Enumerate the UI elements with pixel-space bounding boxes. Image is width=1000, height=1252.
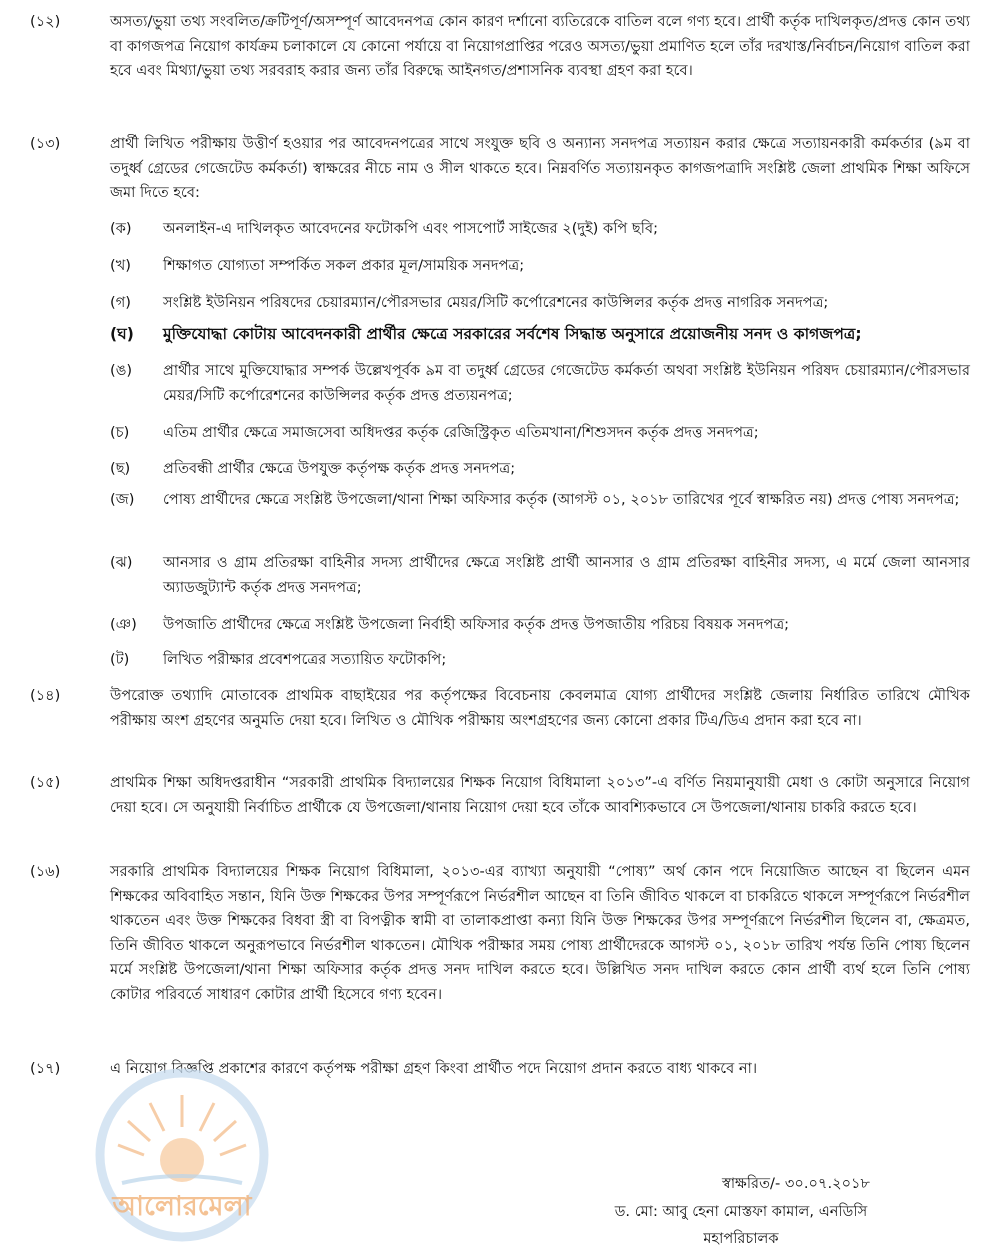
list-item-marker: (ক) (110, 220, 132, 237)
clause-text: অসত্য/ভুয়া তথ্য সংবলিত/ক্রটিপূর্ণ/অসম্পূর্ণ আবেদনপত্র কোন কারণ দর্শানো ব্যতিরেকে বাতিল বলে গণ্য হবে। প্রার্থী কর্তৃক দাখিলকৃত/প্রদত্ত কোন তথ্য বা কাগজপত্র নিয়োগ কার্যক্রম চলাকালে যে কোনো পর্যায়ে বা নিয়োগপ্রাপ্তির পরেও অসত্য/ভুয়া প্রমাণিত হলে তাঁর দরখাস্ত/নির্বাচন/নিয়োগ বাতিল করা হবে এবং মিথ্যা/ভুয়া তথ্য সরবরাহ করার জন্য তাঁর বিরুদ্ধে আইনগত/প্রশাসনিক ব্যবস্থা গ্রহণ করা হবে। (110, 13, 970, 80)
list-item-marker: (খ) (110, 257, 131, 274)
list-item-text: আনসার ও গ্রাম প্রতিরক্ষা বাহিনীর সদস্য প্রার্থীদের ক্ষেত্রে সংশ্লিষ্ট প্রার্থী আনসার ও গ্রাম প্রতিরক্ষা বাহিনীর সদস্য, এ মর্মে জেলা আনসার অ্যাডজুট্যান্ট কর্তৃক প্রদত্ত সনদপত্র; (163, 554, 970, 596)
clause-number: (১২) (30, 13, 61, 30)
list-item-text: এতিম প্রার্থীর ক্ষেত্রে সমাজসেবা অধিদপ্তর কর্তৃক রেজিস্ট্রিকৃত এতিমখানা/শিশুসদন কর্তৃক প্রদত্ত সনদপত্র; (163, 424, 759, 441)
list-item-text: উপজাতি প্রার্থীদের ক্ষেত্রে সংশ্লিষ্ট উপজেলা নির্বাহী অফিসার কর্তৃক প্রদত্ত উপজাতীয় পরিচয় বিষয়ক সনদপত্র; (163, 616, 790, 633)
list-item-marker: (জ) (110, 491, 135, 508)
list-item-marker: (ঘ) (110, 325, 134, 343)
clause-number: (১৩) (30, 135, 61, 152)
list-item-text: শিক্ষাগত যোগ্যতা সম্পর্কিত সকল প্রকার মূল/সাময়িক সনদপত্র; (163, 257, 525, 274)
list-item-text: অনলাইন-এ দাখিলকৃত আবেদনের ফটোকপি এবং পাসপোর্ট সাইজের ২(দুই) কপি ছবি; (163, 220, 658, 237)
list-item-marker: (ট) (110, 651, 130, 668)
list-item-text: মুক্তিযোদ্ধা কোটায় আবেদনকারী প্রার্থীর ক্ষেত্রে সরকারের সর্বশেষ সিদ্ধান্ত অনুসারে প্রয়োজনীয় সনদ ও কাগজপত্র; (163, 325, 862, 343)
list-item-marker: (ঝ) (110, 554, 133, 571)
logo-text: আলোরমেলা (112, 1191, 252, 1222)
clause-number: (১৪) (30, 687, 61, 704)
list-item-text: প্রার্থীর সাথে মুক্তিযোদ্ধার সম্পর্ক উল্লেখপূর্বক ৯ম বা তদুর্ধ্ব গ্রেডের গেজেটেড কর্মকর্তা অথবা সংশ্লিষ্ট ইউনিয়ন পরিষদ চেয়ারম্যান/পৌরসভার মেয়র/সিটি কর্পোরেশনের কাউন্সিলর কর্তৃক প্রদত্ত প্রত্যয়নপত্র; (163, 362, 970, 404)
signatory-name: ড. মো: আবু হেনা মোস্তফা কামাল, এনডিসি (614, 1202, 868, 1220)
clause-text: প্রার্থী লিখিত পরীক্ষায় উত্তীর্ণ হওয়ার পর আবেদনপত্রের সাথে সংযুক্ত ছবি ও অন্যান্য সনদপত্র সত্যায়ন করার ক্ষেত্রে সত্যায়নকারী কর্মকর্তার (৯ম বা তদুর্ধ্ব গ্রেডের গেজেটেড কর্মকর্তা) স্বাক্ষরের নীচে নাম ও সীল থাকতে হবে। নিম্নবর্ণিত সত্যায়নকৃত কাগজপত্রাদি সংশ্লিষ্ট জেলা প্রাথমিক শিক্ষা অফিসে জমা দিতে হবে: (110, 135, 970, 202)
list-item-marker: (ঞ) (110, 616, 137, 633)
list-item-text: সংশ্লিষ্ট ইউনিয়ন পরিষদের চেয়ারম্যান/পৌরসভার মেয়র/সিটি কর্পোরেশনের কাউন্সিলর কর্তৃক প্রদত্ত নাগরিক সনদপত্র; (163, 294, 829, 311)
signed-date: স্বাক্ষরিত/- ৩০.০৭.২০১৮ (721, 1175, 870, 1192)
clause-text: সরকারি প্রাথমিক বিদ্যালয়ের শিক্ষক নিয়োগ বিধিমালা, ২০১৩-এর ব্যাখ্যা অনুযায়ী “পোষ্য” অর্থ কোন পদে নিয়োজিত আছেন বা ছিলেন এমন শিক্ষকের অবিবাহিত সন্তান, যিনি উক্ত শিক্ষকের উপর সম্পূর্ণরূপে নির্ভরশীল আছেন বা তিনি জীবিত থাকলে বা চাকরিতে থাকলে সম্পূর্ণরূপে নির্ভরশীল থাকতেন এবং উক্ত শিক্ষকের বিধবা স্ত্রী বা বিপত্নীক স্বামী বা তালাকপ্রাপ্তা কন্যা যিনি উক্ত শিক্ষকের উপর সম্পূর্ণরূপে নির্ভরশীল ছিলেন বা, ক্ষেত্রমত, তিনি জীবিত থাকলে অনুরূপভাবে নির্ভরশীল থাকতেন। মৌখিক পরীক্ষার সময় পোষ্য প্রার্থীদেরকে আগস্ট ০১, ২০১৮ তারিখ পর্যন্ত তিনি পোষ্য ছিলেন মর্মে সংশ্লিষ্ট উপজেলা/থানা শিক্ষা অফিসার কর্তৃক প্রদত্ত সনদ দাখিল করতে হবে। উল্লিখিত সনদ দাখিল করতে কোন প্রার্থী ব্যর্থ হলে তিনি পোষ্য কোটার পরিবর্তে সাধারণ কোটার প্রার্থী হিসেবে গণ্য হবেন। (110, 863, 970, 1003)
watermark-logo (92, 1065, 272, 1245)
clause-number: (১৫) (30, 774, 61, 791)
list-item-marker: (ছ) (110, 460, 131, 477)
clause-number: (১৭) (30, 1060, 61, 1077)
signature-block (612, 1172, 870, 1252)
clause-text: উপরোক্ত তথ্যাদি মোতাবেক প্রাথমিক বাছাইয়ের পর কর্তৃপক্ষের বিবেচনায় কেবলমাত্র যোগ্য প্রার্থীদের সংশ্লিষ্ট জেলায় নির্ধারিত তারিখে মৌখিক পরীক্ষায় অংশ গ্রহণের অনুমতি দেয়া হবে। লিখিত ও মৌখিক পরীক্ষায় অংশগ্রহণের জন্য কোনো প্রকার টিএ/ডিএ প্রদান করা হবে না। (110, 687, 970, 729)
clause-text: প্রাথমিক শিক্ষা অধিদপ্তরাধীন “সরকারী প্রাথমিক বিদ্যালয়ের শিক্ষক নিয়োগ বিধিমালা ২০১৩”-এ বর্ণিত নিয়মানুযায়ী মেধা ও কোটা অনুসারে নিয়োগ দেয়া হবে। সে অনুযায়ী নির্বাচিত প্রার্থীকে যে উপজেলা/থানায় নিয়োগ দেয়া হবে তাঁকে আবশ্যিকভাবে সে উপজেলা/থানায় চাকরি করতে হবে। (110, 774, 970, 816)
list-item-marker: (চ) (110, 424, 130, 441)
list-item-text: প্রতিবন্ধী প্রার্থীর ক্ষেত্রে উপযুক্ত কর্তৃপক্ষ কর্তৃক প্রদত্ত সনদপত্র; (163, 460, 516, 477)
list-item-text: পোষ্য প্রার্থীদের ক্ষেত্রে সংশ্লিষ্ট উপজেলা/থানা শিক্ষা অফিসার কর্তৃক (আগস্ট ০১, ২০১৮ তারিখের পূর্বে স্বাক্ষরিত নয়) প্রদত্ত পোষ্য সনদপত্র; (163, 491, 960, 508)
signatory-title: মহাপরিচালক (703, 1230, 779, 1248)
list-item-text: লিখিত পরীক্ষার প্রবেশপত্রের সত্যায়িত ফটোকপি; (163, 651, 447, 668)
clause-text: এ নিয়োগ বিজ্ঞপ্তি প্রকাশের কারণে কর্তৃপক্ষ পরীক্ষা গ্রহণ কিংবা প্রার্থীত পদে নিয়োগ প্রদান করতে বাধ্য থাকবে না। (110, 1060, 758, 1077)
list-item-marker: (ঙ) (110, 362, 133, 379)
clause-number: (১৬) (30, 863, 61, 880)
list-item-marker: (গ) (110, 294, 131, 311)
